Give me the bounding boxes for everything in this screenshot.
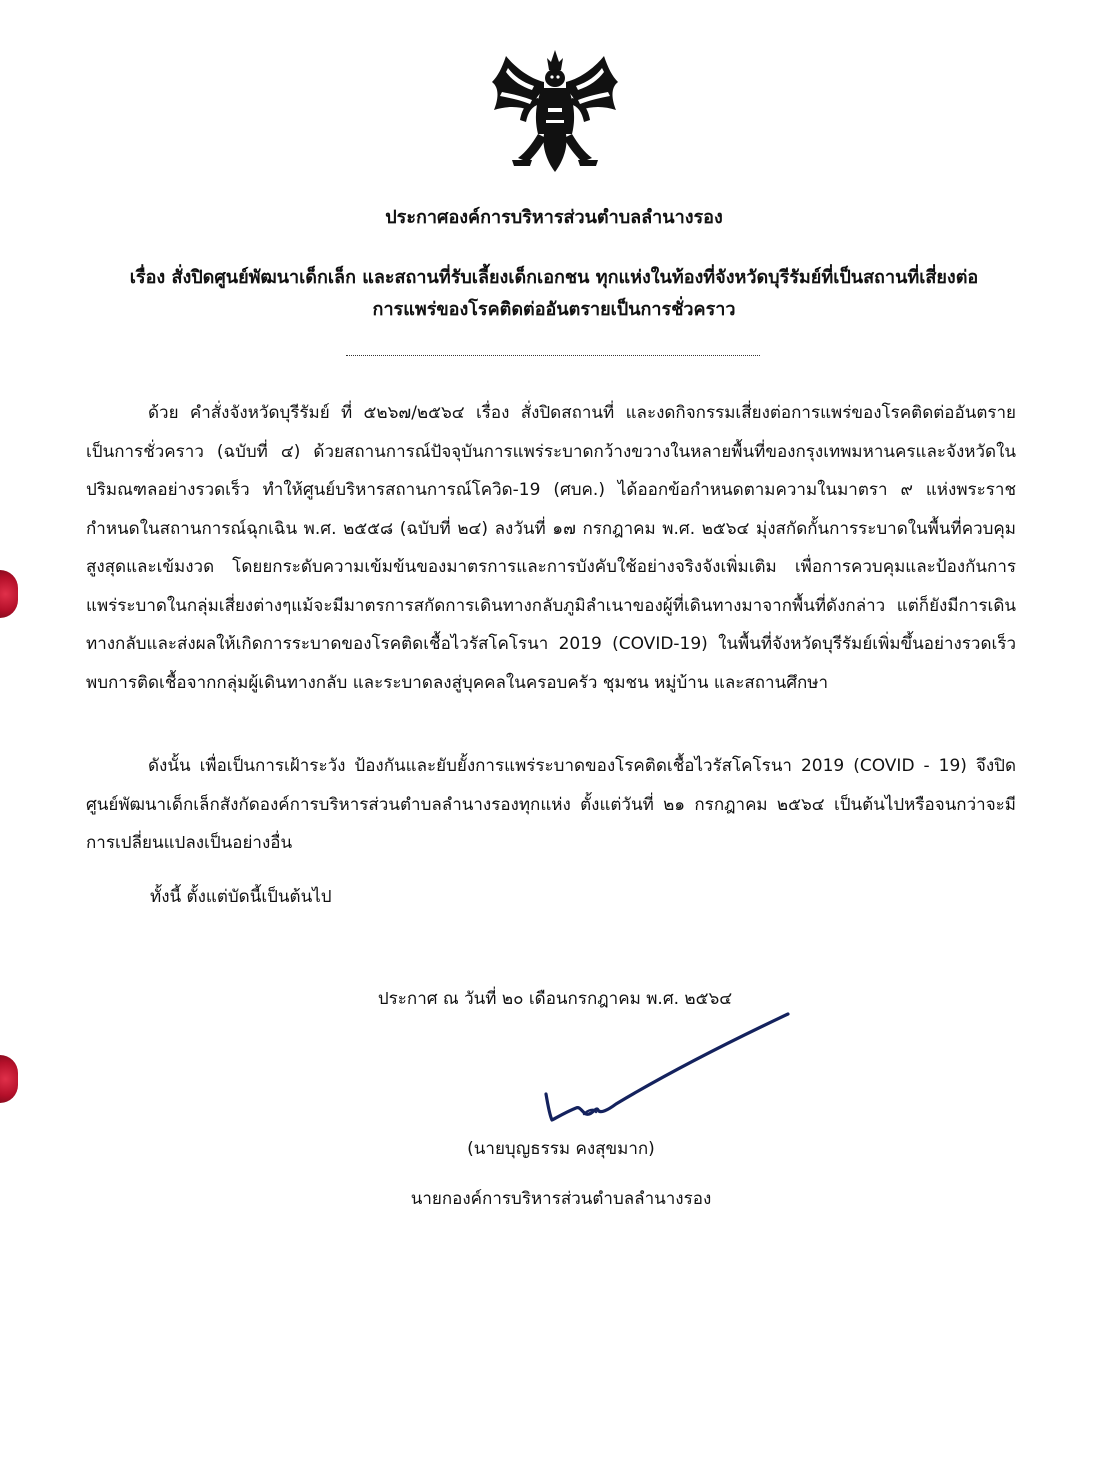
red-seal-mark: [0, 570, 18, 618]
handwritten-signature: [536, 1008, 796, 1130]
body-paragraph-1: ด้วย คำสั่งจังหวัดบุรีรัมย์ ที่ ๕๒๖๗/๒๕๖๔ เรื่อง สั่งปิดสถานที่ และงดกิจกรรมเสี่ยงต่อการแพร่ของโรคติดต่ออันตรายเป็นการชั่วคราว (ฉบับที่ ๔) ด้วยสถานการณ์ปัจจุบันการแพร่ระบาดกว้างขวางในหลายพื้นที่ของกรุงเทพมหานครและจังหวัดในปริมณฑลอย่างรวดเร็ว ทำให้ศูนย์บริหารสถานการณ์โควิด-19 (ศบค.) ได้ออกข้อกำหนดตามความในมาตรา ๙ แห่งพระราชกำหนดในสถานการณ์ฉุกเฉิน พ.ศ. ๒๕๕๘ (ฉบับที่ ๒๔) ลงวันที่ ๑๗ กรกฎาคม พ.ศ. ๒๕๖๔ มุ่งสกัดกั้นการระบาดในพื้นที่ควบคุมสูงสุดและเข้มงวด โดยยกระดับความเข้มข้นของมาตรการและการบังคับใช้อย่างจริงจังเพิ่มเติม เพื่อการควบคุมและป้องกันการแพร่ระบาดในกลุ่มเสี่ยงต่างๆแม้จะมีมาตรการสกัดการเดินทางกลับภูมิลำเนาของผู้ที่เดินทางมาจากพื้นที่ดังกล่าว แต่ก็ยังมีการเดินทางกลับและส่งผลให้เกิดการระบาดของโรคติดเชื้อไวรัสโคโรนา 2019 (COVID-19) ในพื้นที่จังหวัดบุรีรัมย์เพิ่มขึ้นอย่างรวดเร็ว พบการติดเชื้อจากกลุ่มผู้เดินทางกลับ และระบาดลงสู่บุคคลในครอบครัว ชุมชน หมู่บ้าน และสถานศึกษา: [86, 403, 1016, 693]
subject-line-2: การแพร่ของโรคติดต่ออันตรายเป็นการชั่วคราว: [372, 299, 736, 320]
announcement-date: ประกาศ ณ วันที่ ๒๐ เดือนกรกฎาคม พ.ศ. ๒๕๖๔: [377, 989, 733, 1009]
signer-title: นายกองค์การบริหารส่วนตำบลลำนางรอง: [410, 1189, 712, 1209]
subject-line-1: เรื่อง สั่งปิดศูนย์พัฒนาเด็กเล็ก และสถานที่รับเลี้ยงเด็กเอกชน ทุกแห่งในท้องที่จังหวัดบุรีรัมย์ที่เป็นสถานที่เสี่ยงต่อ: [129, 267, 979, 288]
red-seal-mark: [0, 1055, 18, 1103]
body-paragraph-3: ทั้งนี้ ตั้งแต่บัดนี้เป็นต้นไป: [150, 887, 332, 907]
divider: [346, 355, 760, 356]
signer-name: (นายบุญธรรม คงสุขมาก): [467, 1139, 655, 1159]
body-paragraph-2: ดังนั้น เพื่อเป็นการเฝ้าระวัง ป้องกันและยับยั้งการแพร่ระบาดของโรคติดเชื้อไวรัสโคโรนา 2019 (COVID - 19) จึงปิดศูนย์พัฒนาเด็กเล็กสังกัดองค์การบริหารส่วนตำบลลำนางรองทุกแห่ง ตั้งแต่วันที่ ๒๑ กรกฎาคม ๒๕๖๔ เป็นต้นไปหรือจนกว่าจะมีการเปลี่ยนแปลงเป็นอย่างอื่น: [86, 756, 1016, 853]
announcement-title: ประกาศองค์การบริหารส่วนตำบลลำนางรอง: [385, 207, 723, 228]
garuda-emblem-icon: [488, 48, 622, 176]
